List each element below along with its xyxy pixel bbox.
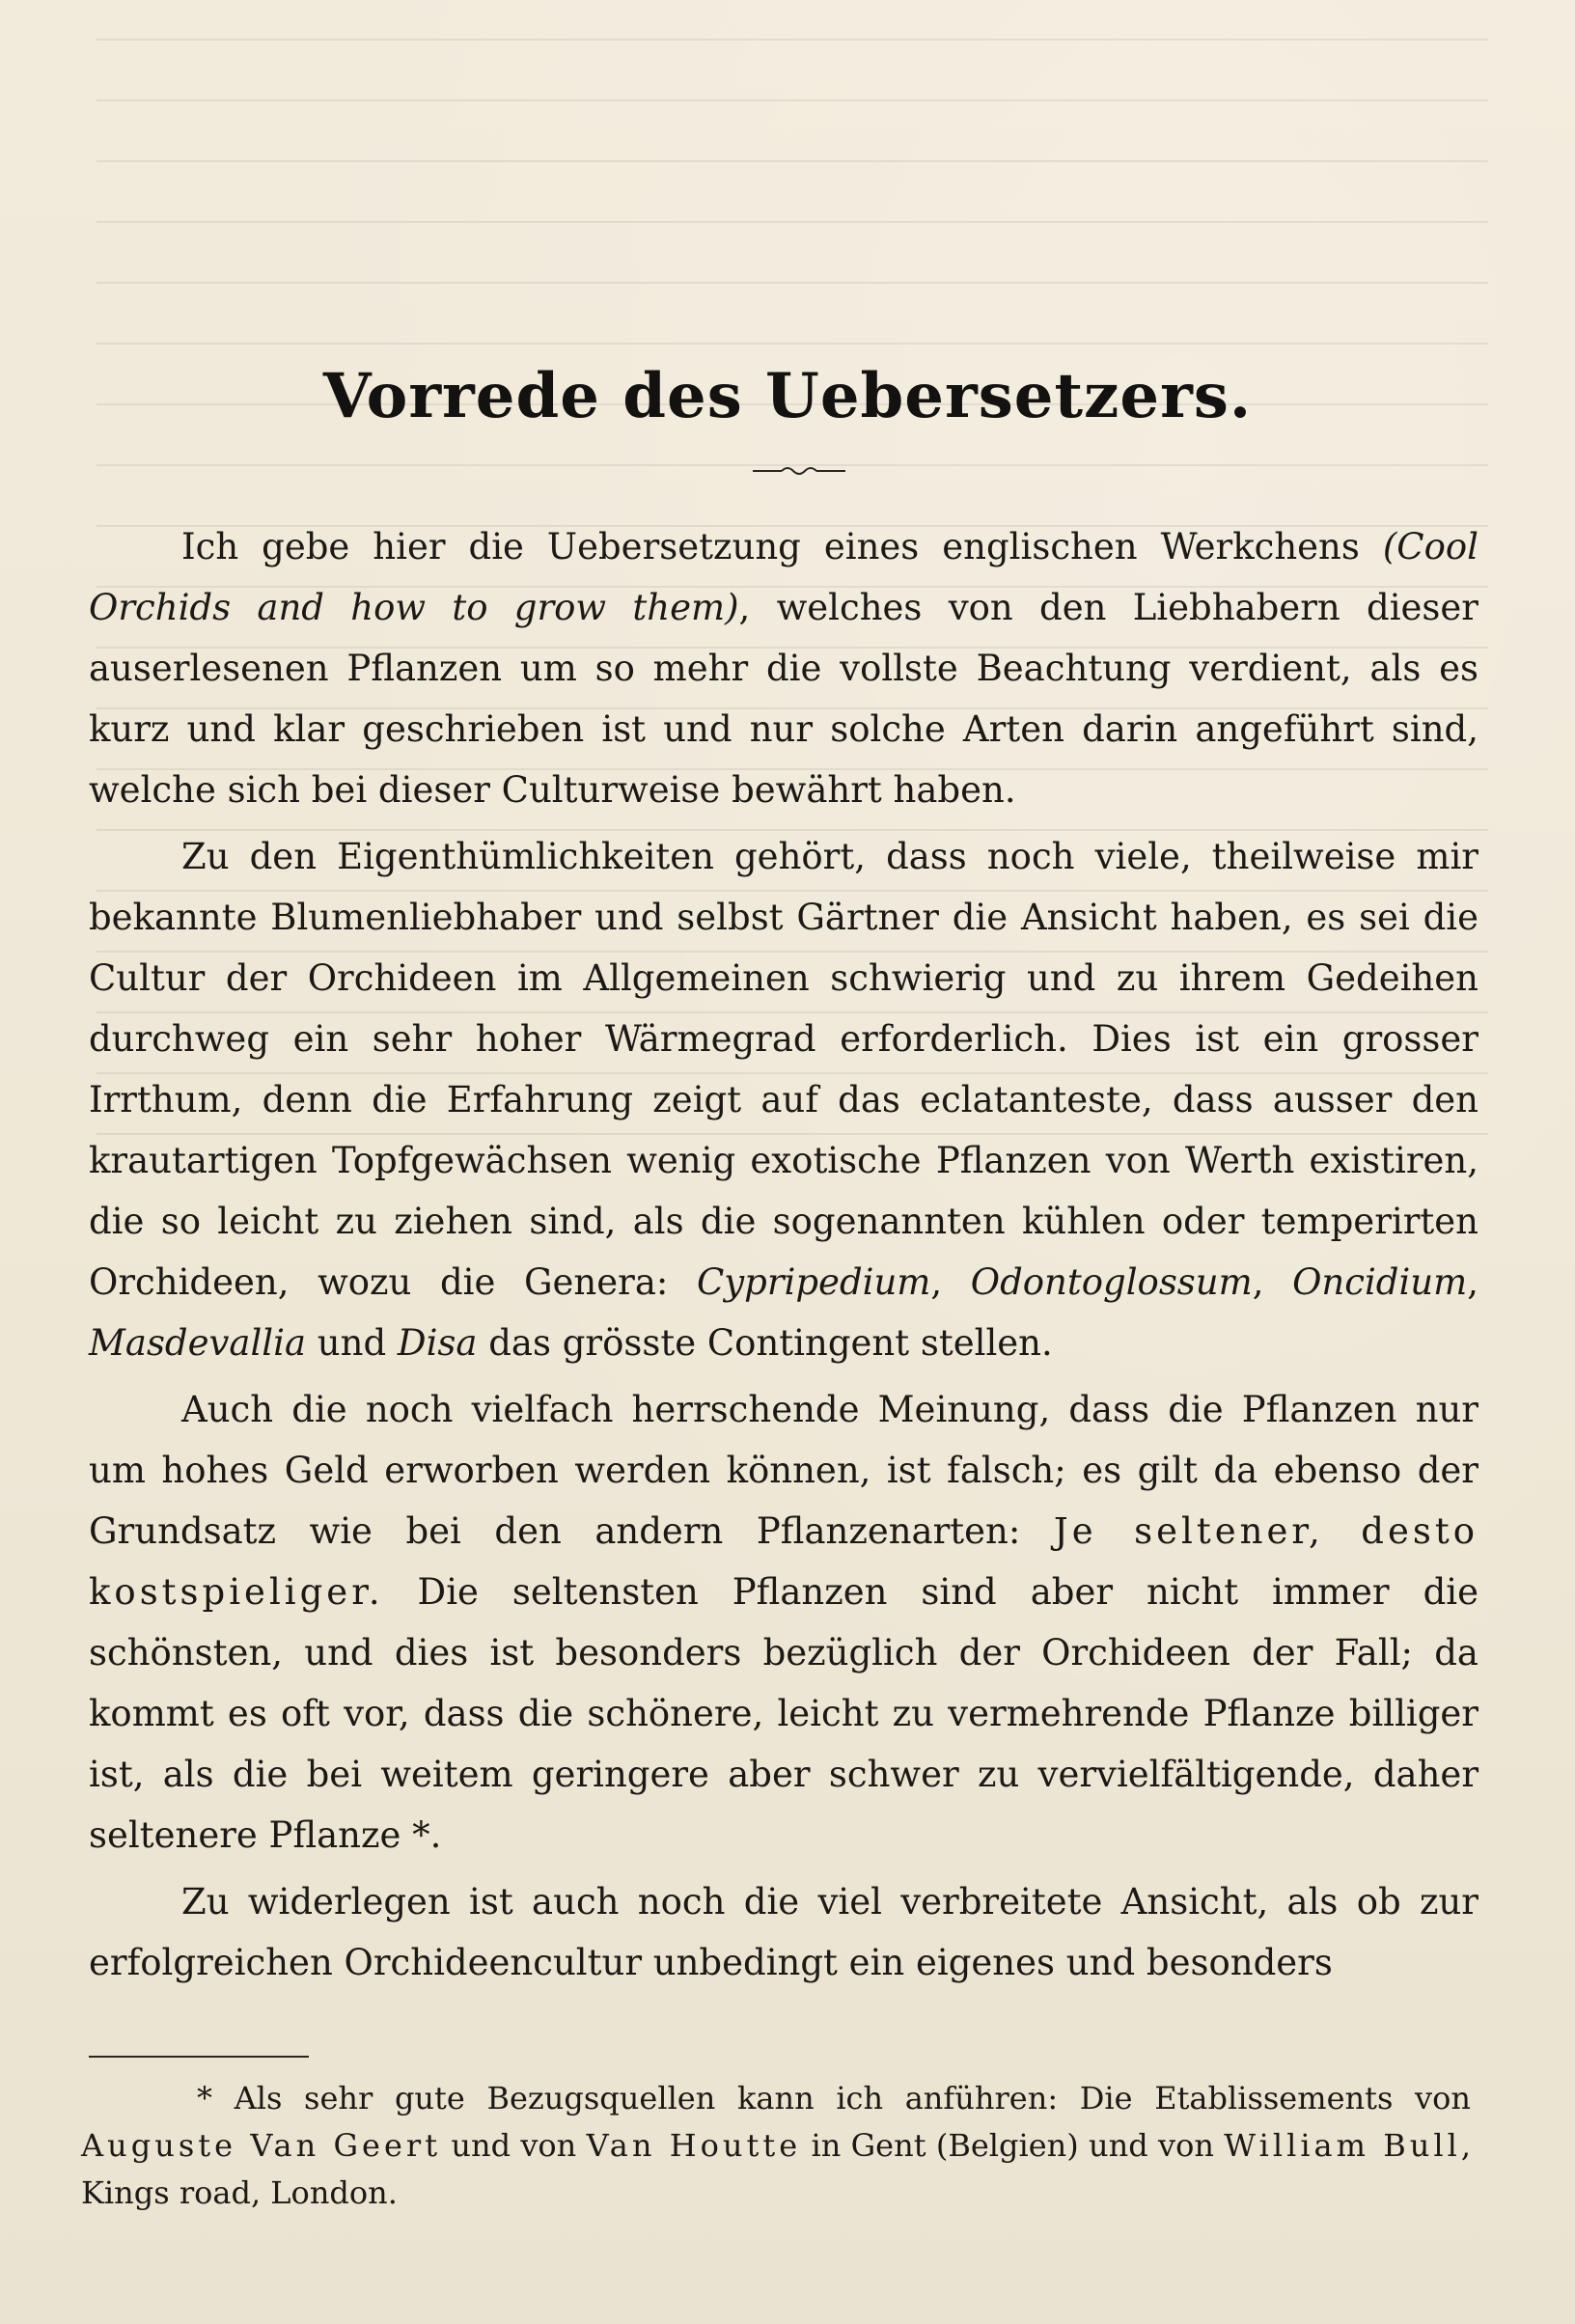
paragraph-3 <box>89 1379 1478 1866</box>
title-ornament <box>753 461 845 479</box>
footnote-text-e: in Gent (Belgien) und von <box>801 2127 1225 2164</box>
footnote-divider <box>89 2056 309 2058</box>
paragraph-3-text-a: Auch die noch vielfach herrschende Meinung, dass die Pflanzen nur um hohes Geld erworben werden können, ist falsch; es gilt da ebenso der Grundsatz wie bei den andern Pflanzenarten: <box>89 1389 1478 1552</box>
spaced-saying: Je seltener, desto kostspieliger. <box>89 1510 1478 1613</box>
separator-1: , <box>930 1261 971 1303</box>
footnote-text-a: * Als sehr gute Bezugsquellen kann ich anführen: Die Etablissements von <box>197 2080 1471 2116</box>
genus-disa: Disa <box>397 1322 478 1364</box>
page-title: Vorrede des Uebersetzers. <box>322 359 1253 432</box>
paragraph-1 <box>89 516 1478 820</box>
english-title: (Cool Orchids and how to grow them) <box>89 526 1478 628</box>
genus-masdevallia: Masdevallia <box>89 1322 307 1364</box>
genus-odontoglossum: Odontoglossum <box>970 1261 1253 1303</box>
paragraph-1-text-a: Ich gebe hier die Uebersetzung eines englischen Werkchens <box>181 526 1383 567</box>
footnote-text-g: , Kings road, London. <box>81 2127 1472 2211</box>
genus-oncidium: Oncidium <box>1292 1261 1468 1303</box>
paragraph-4 <box>89 1871 1478 1993</box>
footnote-text <box>81 2075 1471 2217</box>
preface-body <box>89 516 1478 1993</box>
footnote-text-c: und von <box>441 2127 587 2164</box>
genus-cypripedium: Cypripedium <box>696 1261 931 1303</box>
separator-4: und <box>306 1322 398 1364</box>
paragraph-1-text-c: , welches von den Liebhabern dieser auserlesenen Pflanzen um so mehr die vollste Beachtung verdient, als es kurz und klar geschrieben ist und nur solche Arten darin angeführt sind, welche sich bei dieser Culturweise bewährt haben. <box>89 587 1478 811</box>
name-van-houtte: Van Houtte <box>586 2127 802 2164</box>
footnote <box>81 2075 1471 2217</box>
separator-3: , <box>1467 1261 1478 1303</box>
paragraph-3-text-c: Die seltensten Pflanzen sind aber nicht immer die schönsten, und dies ist besonders bezüglich der Orchideen der Fall; da kommt es oft vor, dass die schönere, leicht zu vermehrende Pflanze billiger ist, als die bei weitem geringere aber schwer zu vervielfältigende, daher seltenere Pflanze *. <box>89 1571 1478 1856</box>
paragraph-2 <box>89 826 1478 1373</box>
paragraph-2-text-a: Zu den Eigenthümlichkeiten gehört, dass noch viele, theilweise mir bekannte Blumenliebhaber und selbst Gärtner die Ansicht haben, es sei die Cultur der Orchideen im Allgemeinen schwierig und zu ihrem Gedeihen durchweg ein sehr hoher Wärmegrad erforderlich. Dies ist ein grosser Irrthum, denn die Erfahrung zeigt auf das eclatanteste, dass ausser den krautartigen Topfgewächsen wenig exotische Pflanzen von Werth existiren, die so leicht zu ziehen sind, als die sogenannten kühlen oder temperirten Orchideen, wozu die Genera: <box>89 836 1478 1303</box>
separator-2: , <box>1252 1261 1293 1303</box>
name-william-bull: William Bull <box>1224 2127 1461 2164</box>
paragraph-2-text-end: das grösste Contingent stellen. <box>477 1322 1053 1364</box>
name-van-geert: Auguste Van Geert <box>81 2127 442 2164</box>
paragraph-4-text: Zu widerlegen ist auch noch die viel verbreitete Ansicht, als ob zur erfolgreichen Orchideencultur unbedingt ein eigenes und besonders <box>89 1881 1478 1983</box>
